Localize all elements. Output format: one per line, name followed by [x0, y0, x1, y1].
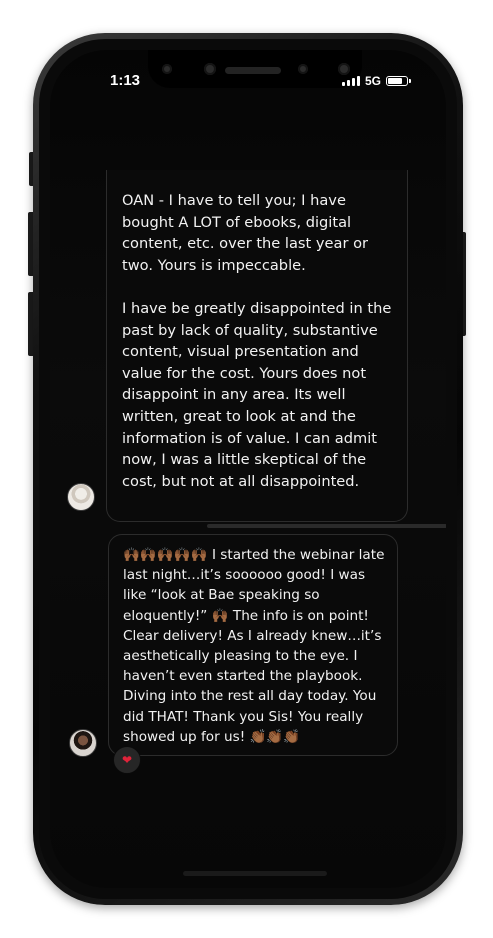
- sensor-icon: [162, 64, 172, 74]
- status-indicators: [342, 74, 408, 88]
- battery-level-fill: [388, 78, 402, 84]
- phone-frame: [33, 33, 463, 905]
- message-bubble[interactable]: [106, 170, 408, 522]
- signal-bar: [352, 78, 355, 86]
- message-paragraph: I have be greatly disappointed in the past by lack of quality, substantive content, visual presentation and value for the cost. Yours does not disappoint in any area. Its well written, great to look at and the information is of value. I can admit now, I was a little skeptical of the cost, but not at all disappointed.: [122, 299, 392, 490]
- signal-strength-icon: [342, 76, 360, 86]
- phone-screen: [50, 50, 446, 888]
- heart-reaction-icon[interactable]: ❤: [113, 746, 141, 774]
- battery-icon: [386, 76, 408, 86]
- network-type-label: 5G: [364, 74, 381, 88]
- home-indicator[interactable]: [183, 871, 327, 876]
- earpiece-speaker: [225, 67, 281, 74]
- front-camera-icon: [204, 63, 216, 75]
- signal-bar: [347, 80, 350, 86]
- signal-bar: [357, 76, 360, 86]
- phone-bezel: [39, 39, 457, 899]
- sensor-icon: [298, 64, 308, 74]
- notch: [148, 50, 362, 88]
- status-time: 1:13: [110, 72, 141, 89]
- sender-avatar[interactable]: [67, 483, 95, 511]
- signal-bar: [342, 82, 345, 86]
- message-text: 🙌🏾🙌🏾🙌🏾🙌🏾🙌🏾 I started the webinar late last night…it’s soooooo good! I was like “look at Bae speaking so eloquently!” 🙌🏾 The info is on point! Clear delivery! As I already knew…it’s aesthetically pleasing to the eye. I haven’t even started the playbook. Diving into the rest all day today. You did THAT! Thank you Sis! You really showed up for us! 👏🏾👏🏾👏🏾: [123, 547, 385, 745]
- message-bubble[interactable]: [108, 534, 398, 756]
- message-paragraph: OAN - I have to tell you; I have bought A LOT of ebooks, digital content, etc. over the last year or two. Yours is impeccable.: [122, 192, 369, 274]
- swipe-divider: [207, 524, 446, 528]
- sender-avatar[interactable]: [69, 729, 97, 757]
